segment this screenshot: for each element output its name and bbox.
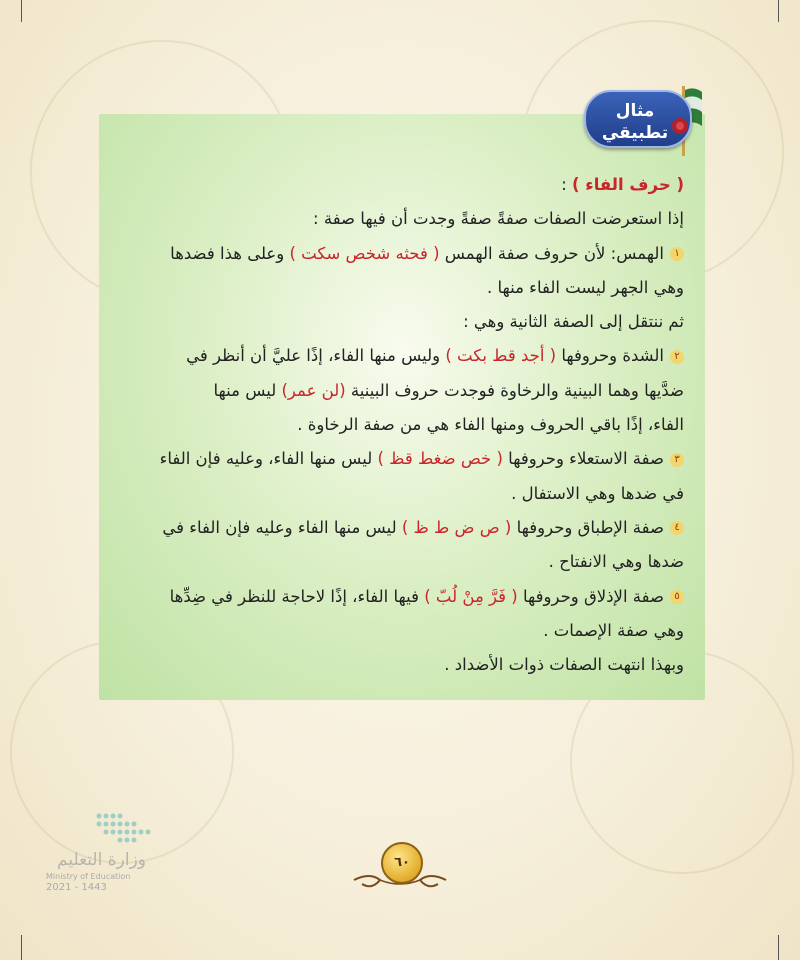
lesson-text bbox=[118, 168, 684, 682]
text-line bbox=[118, 545, 684, 579]
text-line bbox=[118, 614, 684, 648]
highlighted-letters: ( حرف الفاء ) bbox=[572, 175, 684, 194]
list-number-badge: ٥ bbox=[670, 590, 684, 604]
text-line bbox=[118, 168, 684, 202]
badge-line-2: تطبيقي bbox=[601, 123, 669, 143]
text-segment: وبهذا انتهت الصفات ذوات الأضداد . bbox=[444, 655, 684, 675]
ministry-year: 2021 - 1443 bbox=[46, 882, 107, 893]
text-segment: الشدة وحروفها bbox=[556, 346, 664, 366]
text-segment: ليس منها الفاء وعليه فإن الفاء في bbox=[162, 517, 402, 537]
highlighted-letters: ( فَرَّ مِنْ لُبّ ) bbox=[424, 586, 518, 606]
text-segment: صفة الإذلاق وحروفها bbox=[517, 586, 664, 606]
ministry-arabic: وزارة التعليم bbox=[57, 850, 146, 870]
highlighted-letters: ( ص ض ط ظ ) bbox=[401, 517, 512, 537]
page-number: ٦٠ bbox=[381, 842, 423, 884]
text-segment: ثم ننتقل إلى الصفة الثانية وهي : bbox=[463, 312, 684, 332]
text-segment: وعلى هذا فضدها bbox=[170, 243, 290, 263]
text-segment: ضدها وهي الانفتاح . bbox=[548, 552, 684, 572]
text-line bbox=[118, 339, 684, 373]
list-number-badge: ٢ bbox=[670, 350, 684, 364]
text-line bbox=[118, 408, 684, 442]
text-segment: إذا استعرضت الصفات صفةً صفةً وجدت أن فيها صفة : bbox=[313, 209, 684, 229]
text-segment: ضدَّيها وهما البينية والرخاوة فوجدت حروف البينية bbox=[345, 380, 684, 400]
highlighted-letters: ( أجد قط بكت ) bbox=[445, 346, 557, 366]
text-segment: وليس منها الفاء، إذًا عليَّ أن أنظر في bbox=[186, 346, 446, 366]
text-segment: وهي صفة الإصمات . bbox=[543, 620, 684, 640]
highlighted-letters: ( فحثه شخص سكت ) bbox=[289, 243, 440, 263]
list-number-badge: ٣ bbox=[670, 453, 684, 467]
text-line bbox=[118, 477, 684, 511]
ministry-dots-icon bbox=[94, 810, 164, 846]
text-line bbox=[118, 648, 684, 682]
text-segment: ليس منها bbox=[213, 380, 282, 400]
text-line bbox=[118, 202, 684, 236]
text-line bbox=[118, 305, 684, 339]
list-number-badge: ١ bbox=[670, 247, 684, 261]
badge-line-1: مثال bbox=[615, 101, 655, 121]
text-segment: الفاء، إذًا باقي الحروف ومنها الفاء هي من صفة الرخاوة . bbox=[297, 415, 684, 435]
text-segment: : bbox=[561, 175, 572, 194]
text-segment: صفة الإطباق وحروفها bbox=[511, 517, 664, 537]
highlighted-letters: ( خص ضغط قظ ) bbox=[377, 449, 503, 469]
text-segment: ليس منها الفاء، وعليه فإن الفاء bbox=[159, 449, 378, 469]
text-segment: وهي الجهر ليست الفاء منها . bbox=[487, 277, 684, 297]
crop-mark bbox=[778, 935, 779, 960]
text-line bbox=[118, 374, 684, 408]
text-segment: في ضدها وهي الاستفال . bbox=[511, 483, 684, 503]
text-line bbox=[118, 580, 684, 614]
text-line bbox=[118, 442, 684, 476]
text-segment: الهمس: لأن حروف صفة الهمس bbox=[439, 243, 664, 263]
seal-icon bbox=[670, 116, 690, 136]
text-segment: فيها الفاء، إذًا لاحاجة للنظر في ضِدِّها bbox=[169, 586, 425, 606]
list-number-badge: ٤ bbox=[670, 521, 684, 535]
ministry-logo bbox=[42, 810, 162, 893]
text-line bbox=[118, 237, 684, 271]
text-segment: صفة الاستعلاء وحروفها bbox=[502, 449, 664, 469]
crop-mark bbox=[21, 935, 22, 960]
ministry-english: Ministry of Education bbox=[46, 872, 131, 881]
crop-mark bbox=[21, 0, 22, 22]
highlighted-letters: (لن عمر) bbox=[281, 380, 346, 400]
page-number-ornament bbox=[350, 836, 450, 896]
text-line bbox=[118, 271, 684, 305]
example-badge bbox=[584, 86, 702, 148]
text-line bbox=[118, 511, 684, 545]
crop-mark bbox=[778, 0, 779, 22]
